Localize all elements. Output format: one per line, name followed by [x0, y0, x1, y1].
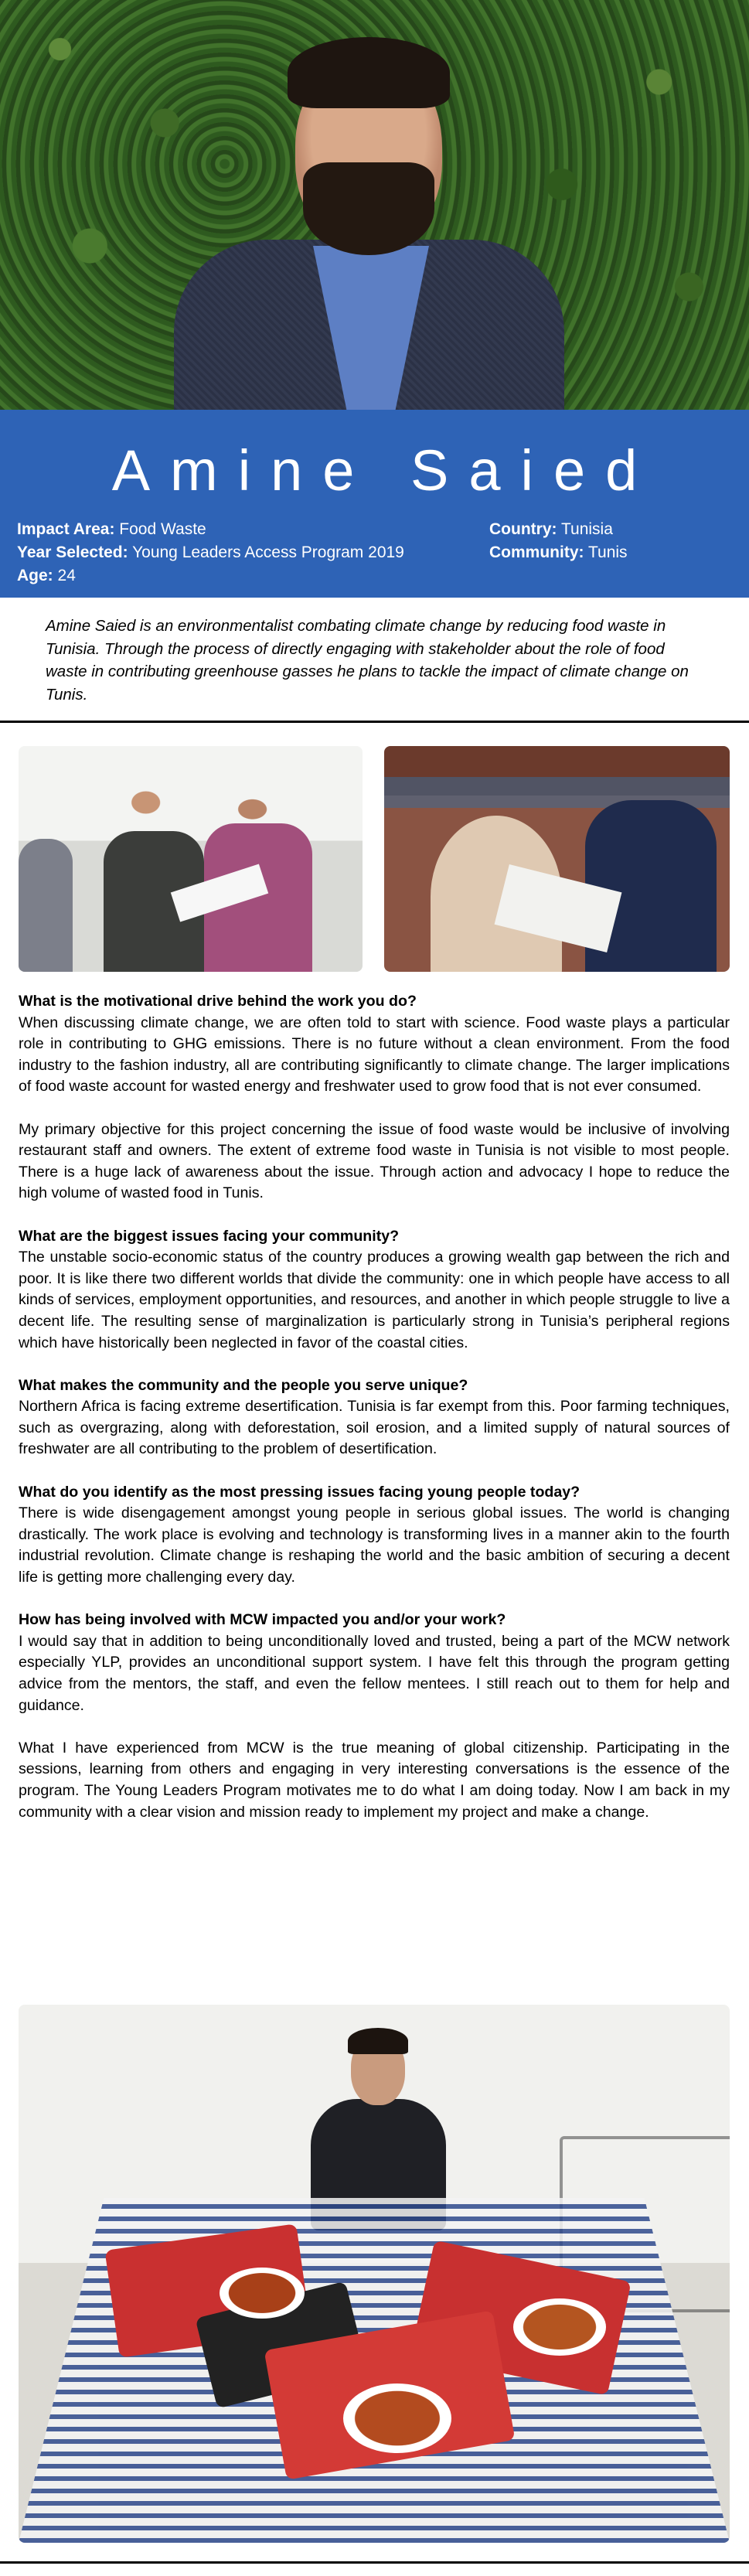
portrait-hair	[288, 37, 450, 108]
question: What is the motivational drive behind the work you do?	[19, 993, 417, 1010]
year-label: Year Selected:	[17, 543, 128, 561]
workshop-photo-right	[384, 746, 730, 972]
photo-soup-bowl	[513, 2298, 606, 2356]
profile-name: Amine Saied	[111, 438, 658, 503]
photo-person-hair	[348, 2028, 408, 2054]
answer-paragraph: The unstable socio-economic status of the country produces a growing wealth gap between the rich and poor. It is like there two different worlds that divide the community: one in which people have access to all kinds of services, employment opportunities, and resources, and another in which people struggle to live a decent life. The resulting sense of marginalization is particularly strong in Tunisia’s peripheral regions which have historically been neglected in favor of the coastal cities.	[19, 1249, 730, 1351]
portrait-beard	[303, 162, 434, 255]
answer-paragraph: My primary objective for this project concerning the issue of food waste would be inclusive of involving restaurant staff and owners. The extent of extreme food waste in Tunisia is not visible to most people. There is a huge lack of awareness about the issue. Through action and advocacy I hope to reduce the high volume of wasted food in Tunis.	[19, 1120, 730, 1202]
age-value: 24	[57, 567, 76, 584]
workshop-photo-left	[19, 746, 363, 972]
meal-table-photo	[19, 2005, 730, 2543]
profile-intro: Amine Saied is an environmentalist combating climate change by reducing food waste in Tunisia. Through the process of directly engaging with stakeholder about the role of food waste in contributing greenhouse gasses he plans to tackle the impact of climate change on Tunis.	[46, 617, 689, 704]
age-row	[17, 564, 404, 588]
divider-top	[0, 721, 749, 723]
country-label: Country:	[489, 520, 557, 538]
answer-paragraph: Northern Africa is facing extreme desertification. Tunisia is far exempt from this. Poor farming techniques, such as overgrazing, along with deforestation, soil erosion, and a limited supply of natural sources of freshwater are all contributing to the problem of desertification.	[19, 1398, 730, 1458]
photo-soup-bowl	[343, 2383, 451, 2453]
profile-banner	[0, 410, 749, 598]
answer-paragraph: When discussing climate change, we are often told to start with science. Food waste plays a particular role in contributing to GHG emissions. There is no future without a clean environment. From the food industry to the fashion industry, all are contributing significantly to climate change. The larger implications of food waste account for wasted energy and freshwater used to grow food that is not ever consumed.	[19, 1014, 730, 1095]
qa-block	[19, 1482, 730, 1589]
interview-article	[19, 991, 730, 1845]
answer-paragraph: There is wide disengagement amongst young people in serious global issues. The world is changing drastically. The work place is evolving and technology is transforming lives in a manner akin to the fourth industrial revolution. Climate change is reshaping the world and the basic ambition of securing a decent life is getting more challenging every day.	[19, 1504, 730, 1586]
photo-figure	[19, 839, 73, 972]
country-row	[489, 518, 628, 541]
answer-paragraph: I would say that in addition to being unconditionally loved and trusted, being a part of the MCW network especially YLP, provides an unconditional support system. I have felt this through the program getting advice from the mentors, the staff, and even the fellow mentees. I still reach out to them for help and guidance.	[19, 1632, 730, 1714]
country-value: Tunisia	[560, 520, 613, 538]
profile-info-right	[489, 518, 628, 564]
question: What makes the community and the people you serve unique?	[19, 1376, 468, 1394]
impact-area-value: Food Waste	[119, 520, 206, 538]
answer-paragraph: What I have experienced from MCW is the true meaning of global citizenship. Participating in the sessions, learning from others and engaging in very interesting conversations is the essence of the program. The Young Leaders Program motivates me to do what I am doing today. Now I am back in my community with a clear vision and mission ready to implement my project and make a change.	[19, 1739, 730, 1821]
community-row	[489, 541, 628, 564]
year-value: Young Leaders Access Program 2019	[132, 543, 404, 561]
impact-area-row	[17, 518, 404, 541]
question: What are the biggest issues facing your community?	[19, 1227, 400, 1245]
qa-block	[19, 1226, 730, 1354]
qa-block	[19, 991, 730, 1205]
impact-area-label: Impact Area:	[17, 520, 115, 538]
question: How has being involved with MCW impacted you and/or your work?	[19, 1611, 506, 1629]
year-row	[17, 541, 404, 564]
question: What do you identify as the most pressing issues facing young people today?	[19, 1483, 580, 1501]
community-value: Tunis	[587, 543, 628, 561]
portrait-photo	[0, 0, 749, 410]
divider-bottom	[0, 2561, 749, 2564]
community-label: Community:	[489, 543, 584, 561]
photo-soup-bowl	[220, 2268, 305, 2319]
age-label: Age:	[17, 567, 53, 584]
qa-block	[19, 1375, 730, 1460]
profile-info-left	[17, 518, 404, 588]
qa-block	[19, 1610, 730, 1823]
